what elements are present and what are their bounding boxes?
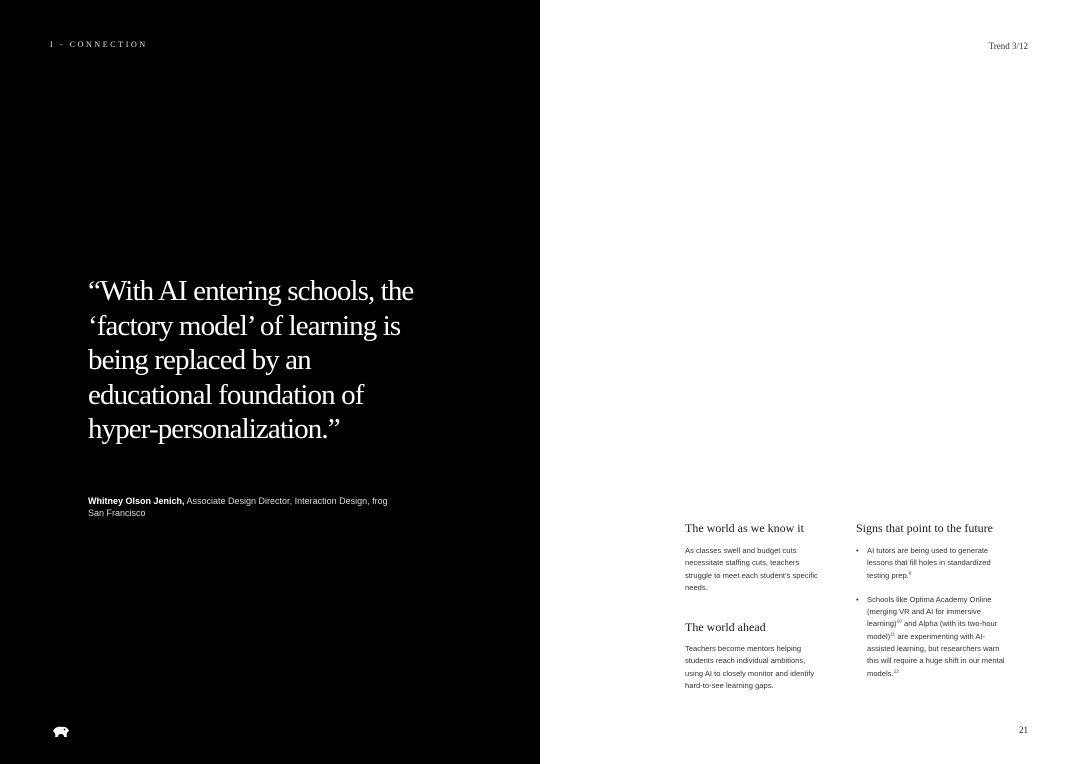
bullet-text: and Alpha (with its two-hour model) bbox=[867, 619, 998, 641]
footnote-ref: 12 bbox=[893, 669, 899, 675]
bullet-text: Schools like Optima Academy Online (merging VR and AI for immersive learning) bbox=[867, 594, 992, 629]
pull-quote: “With AI entering schools, the ‘factory model’ of learning is being replaced by an educational foundation of hyper-personalization.” bbox=[88, 275, 414, 445]
section-label: I - CONNECTION bbox=[50, 40, 148, 49]
page-number: 21 bbox=[1019, 725, 1028, 735]
signs-heading: Signs that point to the future bbox=[856, 521, 993, 535]
list-item bbox=[856, 594, 1006, 680]
footnote-ref: 11 bbox=[890, 632, 896, 638]
world-ahead-heading: The world ahead bbox=[685, 620, 766, 634]
list-item bbox=[856, 545, 1006, 582]
bullet-text: AI tutors are being used to generate lessons that fill holes in standardized testing prep. bbox=[867, 546, 991, 580]
content-panel bbox=[540, 0, 1080, 764]
footnote-ref: 9 bbox=[908, 571, 912, 577]
signs-list bbox=[856, 545, 1006, 692]
author-role: Associate Design Director, Interaction Design, frog San Francisco bbox=[88, 496, 388, 518]
trend-counter: Trend 3/12 bbox=[988, 41, 1028, 51]
footnote-ref: 10 bbox=[896, 619, 902, 625]
bullet-text: are experimenting with AI-assisted learning, but researchers warn this will require a huge shift in our mental models. bbox=[867, 631, 1005, 678]
quote-attribution bbox=[88, 495, 388, 519]
bullet-icon: • bbox=[856, 594, 859, 604]
world-now-body: As classes swell and budget cuts necessitate staffing cuts, teachers struggle to meet each student’s specific needs. bbox=[685, 546, 818, 592]
frog-logo-icon bbox=[52, 725, 70, 738]
world-now-heading: The world as we know it bbox=[685, 521, 804, 535]
author-name: Whitney Olson Jenich, bbox=[88, 496, 185, 506]
bullet-icon: • bbox=[856, 546, 859, 555]
world-ahead-body: Teachers become mentors helping students reach individual ambitions, using AI to closely monitor and identify hard-to-see learning gaps. bbox=[685, 644, 815, 690]
